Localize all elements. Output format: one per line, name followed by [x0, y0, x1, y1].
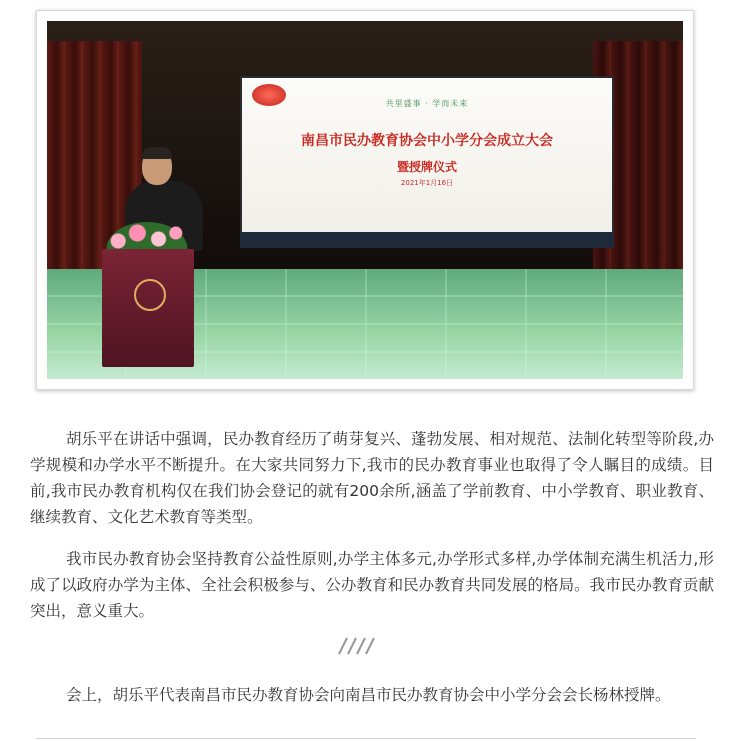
- podium-logo: [134, 279, 166, 311]
- speaker-hair: [142, 147, 172, 159]
- event-photo: [47, 21, 683, 379]
- bottom-divider: [36, 738, 696, 739]
- screen-slogan: 共里盛事 · 学而未来: [385, 99, 469, 108]
- projection-screen: [240, 76, 614, 235]
- podium: [102, 249, 194, 367]
- article-paragraph-1: 胡乐平在讲话中强调，民办教育经历了萌芽复兴、蓬勃发展、相对规范、法制化转型等阶段,办学规模和办学水平不断提升。在大家共同努力下,我市的民办教育事业也取得了令人瞩目的成绩。目前,我市民办教育机构仅在我们协会登记的就有200余所,涵盖了学前教育、中小学教育、职业教育、继续教育、文化艺术教育等类型。: [30, 430, 714, 526]
- event-photo-frame: [36, 10, 694, 390]
- previous-caption-strip: [0, 0, 742, 8]
- screen-title: 南昌市民办教育协会中小学分会成立大会: [301, 133, 553, 149]
- screen-taskbar: [240, 232, 614, 248]
- article-paragraph-2: 我市民办教育协会坚持教育公益性原则,办学主体多元,办学形式多样,办学体制充满生机活力,形成了以政府办学为主体、全社会积极参与、公办教育和民办教育共同发展的格局。我市民办教育贡献突出，意义重大。: [30, 550, 714, 620]
- screen-subtitle: 暨授牌仪式: [396, 160, 457, 174]
- slash-divider-icon: [333, 636, 379, 656]
- screen-date: 2021年1月16日: [400, 179, 454, 187]
- article-paragraph-3: 会上，胡乐平代表南昌市民办教育协会向南昌市民办教育协会中小学分会会长杨林授牌。: [66, 686, 671, 704]
